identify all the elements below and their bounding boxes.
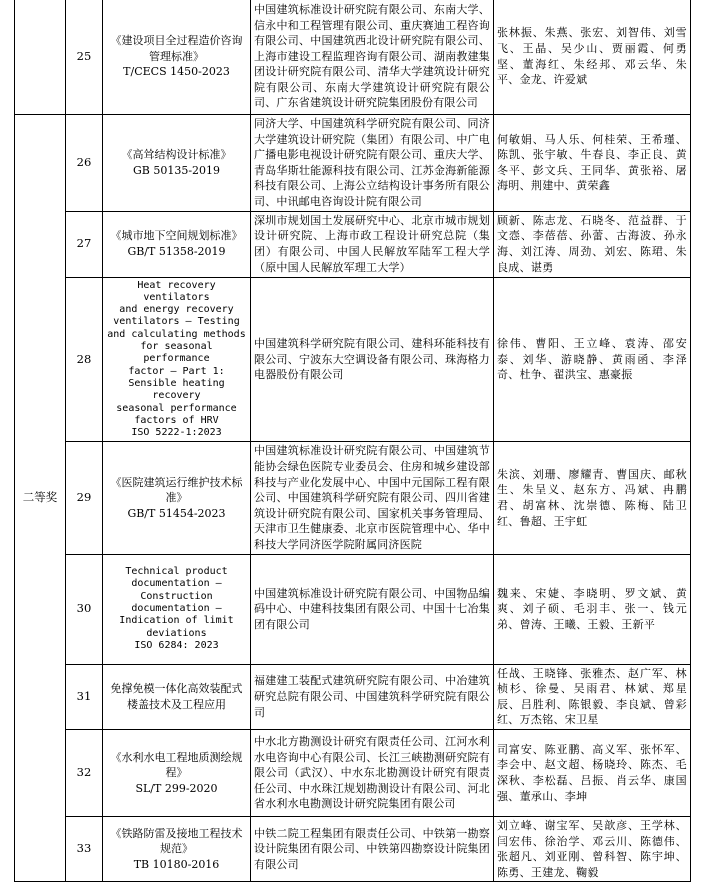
award-table [14, 0, 691, 882]
standard-code: T/CECS 1450-2023 [123, 65, 230, 79]
standard-title: 免撑免模一体化高效装配式楼盖技术及工程应用 [110, 682, 243, 711]
completing-people: 朱滨、刘珊、廖耀青、曹国庆、邮秋生、朱呈义、赵东方、冯斌、冉鹏君、胡富林、沈崇德、陈梅、陆卫红、鲁超、王宇虹 [494, 442, 691, 554]
completing-units: 中国建筑标准设计研究院有限公司、东南大学、信永中和工程管理有限公司、重庆赛迪工程咨询有限公司、中国建筑西北设计研究院有限公司、上海市建设工程监理咨询有限公司、湖南教建集团设计研究院有限公司、清华大学建筑设计研究院有限公司、东南大学建筑设计研究院有限公司、广东省建筑设计研究院集团股份有限公司 [251, 0, 494, 115]
table-row [15, 816, 691, 881]
standard-title: 《医院建筑运行维护技术标准》 [110, 475, 243, 505]
standard-code: GB/T 51358-2019 [127, 245, 226, 259]
standard-code: ISO 5222-1:2023 [131, 427, 222, 439]
standard-title-cell [103, 277, 251, 442]
completing-people: 张林振、朱燕、张宏、刘智伟、刘雪飞、王晶、吴少山、贾丽霞、何勇坚、董海红、朱经邦、邓云华、朱平、金龙、许爱斌 [494, 0, 691, 115]
standard-title-cell [103, 554, 251, 664]
standard-title-cell [103, 115, 251, 212]
standard-title: Heat recovery ventilators and energy recovery ventilators — Testing and calculating methods for seasonal performance factor — Part 1: Sensible heating recovery seasonal performance factors of HRV [107, 279, 246, 426]
completing-people: 何敏娟、马人乐、何桂荣、王希瑾、陈凯、张宇敏、牛春良、李正良、黄冬平、彭文兵、王同华、黄张裕、屠海明、荆建中、黄荣鑫 [494, 115, 691, 212]
standard-code: GB 50135-2019 [132, 163, 221, 177]
table-row [15, 664, 691, 729]
award-level-cell [15, 0, 66, 115]
completing-units: 深圳市规划国土发展研究中心、北京市城市规划设计研究院、上海市政工程设计研究总院（集团）有限公司、中国人民解放军陆军工程大学（原中国人民解放军理工大学） [251, 211, 494, 277]
completing-units: 福建建工装配式建筑研究院有限公司、中冶建筑研究总院有限公司、中国建筑科学研究院有限公司 [251, 664, 494, 729]
standard-title-cell [103, 442, 251, 554]
table-row [15, 554, 691, 664]
standard-title: 《城市地下空间规划标准》 [110, 229, 243, 243]
completing-people: 顾新、陈志龙、石晓冬、范益群、于文悫、李蓓蓓、孙蕾、古海波、孙永海、刘江涛、周劲、刘宏、陈珺、朱良成、谌勇 [494, 211, 691, 277]
row-number: 33 [66, 816, 103, 881]
row-number: 29 [66, 442, 103, 554]
completing-units: 中国建筑标准设计研究院有限公司、中国建筑节能协会绿色医院专业委员会、住房和城乡建设部科技与产业化发展中心、中国中元国际工程有限公司、中国建筑科学研究院有限公司、四川省建筑设计研究院有限公司、国家机关事务管理局、天津市卫生健康委、北京市医院管理中心、华中科技大学同济医学院附属同济医院 [251, 442, 494, 554]
standard-title-cell [103, 664, 251, 729]
table-row [15, 729, 691, 816]
standard-code: GB/T 51454-2023 [127, 506, 226, 520]
standard-title: Technical product documentation — Construction documentation — Indication of limit deviations [119, 566, 234, 639]
table-row [15, 211, 691, 277]
standard-title-cell [103, 211, 251, 277]
row-number: 25 [66, 0, 103, 115]
completing-people: 徐伟、曹阳、王立峰、袁涛、邵安泰、刘华、游晓静、黄雨函、李泽奇、杜争、翟洪宝、惠豪振 [494, 277, 691, 442]
award-level-cell: 二等奖 [15, 115, 66, 882]
standard-title-cell [103, 729, 251, 816]
row-number: 27 [66, 211, 103, 277]
standard-title: 《高耸结构设计标准》 [121, 148, 232, 162]
table-row [15, 277, 691, 442]
row-number: 26 [66, 115, 103, 212]
completing-units: 中国建筑科学研究院有限公司、建科环能科技有限公司、宁波东大空调设备有限公司、珠海格力电器股份有限公司 [251, 277, 494, 442]
standard-title: 《建设项目全过程造价咨询管理标准》 [110, 34, 243, 63]
standard-code: TB 10180-2016 [133, 857, 220, 871]
row-number: 28 [66, 277, 103, 442]
row-number: 31 [66, 664, 103, 729]
standard-code: SL/T 299-2020 [135, 781, 218, 795]
standard-code: ISO 6284: 2023 [134, 639, 219, 651]
standard-title: 《铁路防雷及接地工程技术规范》 [110, 826, 243, 856]
completing-people: 魏来、宋婕、李晓明、罗文斌、黄爽、刘子硕、毛羽丰、张一、钱元弟、曾涛、王曦、王毅、王新平 [494, 554, 691, 664]
completing-people: 任战、王晓锋、张雅杰、赵广军、林桢杉、徐曼、吴雨君、林斌、郑星辰、吕胜利、陈银毅、李良斌、曾彩红、万杰铭、宋卫星 [494, 664, 691, 729]
table-row [15, 442, 691, 554]
row-number: 30 [66, 554, 103, 664]
table-row [15, 0, 691, 115]
completing-units: 同济大学、中国建筑科学研究院有限公司、同济大学建筑设计研究院（集团）有限公司、中广电广播电影电视设计研究院有限公司、重庆大学、青岛华斯壮能源科技有限公司、江苏金海新能源科技有限公司、上海公立结构设计事务所有限公司、中讯邮电咨询设计院有限公司 [251, 115, 494, 212]
table-row [15, 115, 691, 212]
completing-people: 司富安、陈亚鹏、高义军、张怀军、李会中、赵文超、杨晓玲、陈杰、毛深秋、李松磊、吕振、肖云华、康国强、董承山、李坤 [494, 729, 691, 816]
standard-title-cell [103, 816, 251, 881]
standard-title-cell [103, 0, 251, 115]
completing-units: 中铁二院工程集团有限责任公司、中铁第一勘察设计院集团有限公司、中铁第四勘察设计院集团有限公司 [251, 816, 494, 881]
row-number: 32 [66, 729, 103, 816]
completing-units: 中国建筑标准设计研究院有限公司、中国物品编码中心、中建科技集团有限公司、中国十七冶集团有限公司 [251, 554, 494, 664]
completing-units: 中水北方勘测设计研究有限责任公司、江河水利水电咨询中心有限公司、长江三峡勘测研究院有限公司（武汉）、中水东北勘测设计研究有限责任公司、中水珠江规划勘测设计有限公司、河北省水利水电勘测设计研究院集团有限公司 [251, 729, 494, 816]
completing-people: 刘立峰、谢宝军、吴歆彦、王学林、闫宏伟、徐治学、邓云川、陈德伟、张超凡、刘亚刚、曾科智、陈宇坤、陈勇、王建龙、鞠毅 [494, 816, 691, 881]
standard-title: 《水利水电工程地质测绘规程》 [110, 750, 243, 780]
